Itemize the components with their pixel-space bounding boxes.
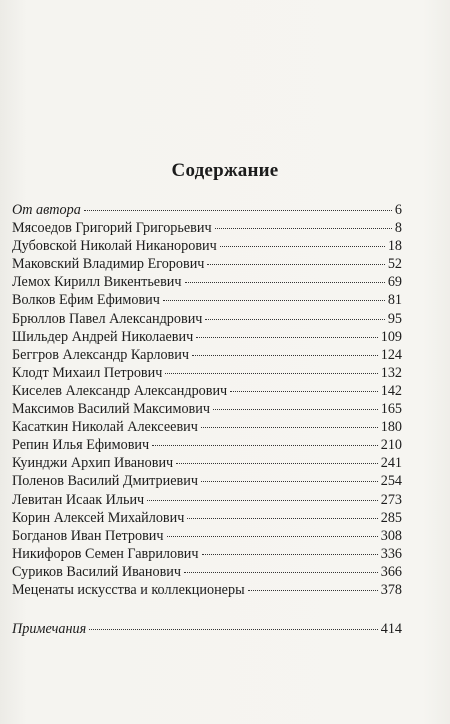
toc-entry [12,328,402,346]
dot-leader [230,391,378,392]
toc-entry [12,346,402,364]
dot-leader [184,572,378,573]
toc-entry-page: 308 [380,527,402,544]
toc-entry [12,472,402,490]
dot-leader [201,481,378,482]
toc-entry-title: Брюллов Павел Александрович [12,310,203,327]
toc-entry [12,418,402,436]
toc-entry-title: Волков Ефим Ефимович [12,292,160,309]
toc-entry-page: 18 [387,238,402,255]
toc-entry-page: 165 [380,401,402,418]
dot-leader [185,282,385,283]
toc-entry-title: Мясоедов Григорий Григорьевич [12,220,212,237]
table-of-contents [12,201,402,638]
toc-entry-title: Дубовской Николай Никанорович [12,238,217,255]
toc-entry-title: Максимов Василий Максимович [12,401,210,418]
dot-leader [248,590,378,591]
toc-entry [12,400,402,418]
toc-entry-title: Куинджи Архип Иванович [12,455,174,472]
toc-entry-title: Клодт Михаил Петрович [12,364,163,381]
toc-entry [12,527,402,545]
dot-leader [147,500,378,501]
toc-entry-page: 180 [380,419,402,436]
toc-entry-page: 142 [380,382,402,399]
toc-entry [12,454,402,472]
toc-entry-title: Примечания [12,621,87,638]
toc-entry-title: Суриков Василий Иванович [12,563,182,580]
toc-entry [12,237,402,255]
toc-entry-title: Левитан Исаак Ильич [12,491,145,508]
toc-entry [12,382,402,400]
toc-entry [12,201,402,219]
toc-entry-title: Поленов Василий Дмитриевич [12,473,198,490]
toc-entry-page: 69 [387,274,402,291]
dot-leader [207,264,384,265]
dot-leader [202,554,378,555]
toc-entry-page: 366 [380,563,402,580]
dot-leader [165,373,377,374]
toc-entry-page: 109 [380,328,402,345]
dot-leader [196,337,378,338]
toc-entry [12,545,402,563]
toc-entry-page: 132 [380,364,402,381]
toc-entry-title: Касаткин Николай Алексеевич [12,419,198,436]
toc-entry-title: Беггров Александр Карлович [12,346,189,363]
toc-entry-title: От автора [12,202,81,218]
toc-entry-title: Лемох Кирилл Викентьевич [12,274,182,291]
dot-leader [84,210,392,211]
toc-entry-title: Богданов Иван Петрович [12,527,164,544]
toc-entry [12,310,402,328]
dot-leader [187,518,377,519]
toc-entry-page: 285 [380,509,402,526]
toc-entry [12,581,402,599]
toc-entry-page: 273 [380,491,402,508]
dot-leader [220,246,385,247]
dot-leader [215,228,392,229]
toc-entry-page: 414 [380,621,402,638]
toc-entry [12,364,402,382]
toc-entry-title: Киселев Александр Александрович [12,382,228,399]
toc-entry-page: 8 [394,220,402,237]
toc-entry-page: 124 [380,346,402,363]
toc-entry [12,509,402,527]
toc-entry-title: Корин Алексей Михайлович [12,509,185,526]
dot-leader [163,300,385,301]
toc-entry [12,620,402,638]
toc-entry [12,491,402,509]
toc-entry-page: 378 [380,581,402,598]
dot-leader [201,427,378,428]
dot-leader [213,409,378,410]
dot-leader [176,463,378,464]
toc-entry-title: Маковский Владимир Егорович [12,256,205,273]
toc-entry-title: Шильдер Андрей Николаевич [12,328,194,345]
toc-entry-page: 241 [380,455,402,472]
toc-entry-page: 210 [380,437,402,454]
toc-entry-page: 254 [380,473,402,490]
toc-entry-title: Меценаты искусства и коллекционеры [12,581,245,598]
dot-leader [192,355,378,356]
toc-entry [12,563,402,581]
toc-entry-title: Никифоров Семен Гаврилович [12,545,199,562]
toc-entry [12,219,402,237]
toc-entry-page: 81 [387,292,402,309]
toc-entry-page: 6 [394,202,402,218]
page-title: Содержание [171,160,279,181]
dot-leader [89,629,378,630]
dot-leader [167,536,378,537]
dot-leader [152,445,378,446]
toc-entry-page: 336 [380,545,402,562]
toc-entry [12,291,402,309]
toc-entry-title: Репин Илья Ефимович [12,437,150,454]
toc-entry [12,436,402,454]
toc-entry-page: 52 [387,256,402,273]
toc-entry-page: 95 [387,310,402,327]
toc-entry [12,255,402,273]
toc-entry [12,273,402,291]
dot-leader [205,319,384,320]
